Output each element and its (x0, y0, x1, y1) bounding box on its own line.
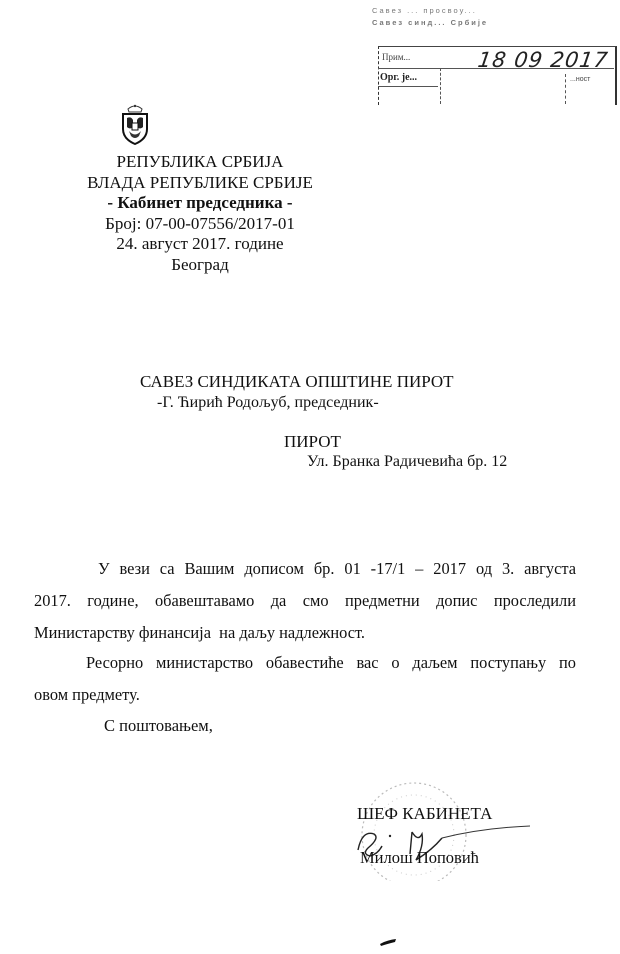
paragraph-line (34, 553, 576, 585)
office-name: - Кабинет председника - (107, 193, 293, 212)
signatory-name: Милош Поповић (360, 848, 479, 867)
recipient-organization: САВЕЗ СИНДИКАТА ОПШТИНЕ ПИРОТ (140, 372, 454, 391)
closing-salutation: С поштовањем, (104, 716, 213, 735)
paragraph-text: Министарству финансија на даљу надлежност. (34, 623, 365, 642)
stamp-divider (565, 74, 566, 104)
stamp-line-1: Савез ... просвоу... (372, 6, 477, 15)
coat-of-arms-icon (120, 103, 150, 145)
stamp-received-label: Прим... (382, 52, 411, 62)
government-name: ВЛАДА РЕПУБЛИКЕ СРБИЈЕ (87, 172, 313, 192)
stamp-line-2: Савез синд... Србије (372, 18, 489, 27)
stamp-divider (440, 68, 441, 104)
paragraph-text: Ресорно министарство обавестиће вас о даљем поступању по (86, 653, 576, 672)
sender-header (80, 152, 320, 275)
recipient-city: ПИРОТ (284, 432, 341, 451)
document-date: 24. август 2017. године (116, 234, 284, 253)
reference-number: Број: 07-00-07556/2017-01 (105, 213, 295, 233)
recipient-person: -Г. Ћирић Родољуб, председник- (157, 394, 379, 411)
body-paragraph-2 (34, 647, 576, 711)
recipient-street: Ул. Бранка Радичевића бр. 12 (307, 453, 508, 470)
stamp-divider (378, 86, 438, 87)
paragraph-text: 2017. године, обавештавамо да смо предметни допис проследили (34, 591, 576, 610)
ink-mark-icon (379, 938, 397, 946)
signatory-title: ШЕФ КАБИНЕТА (357, 804, 493, 823)
stamp-org-unit-label: Орг. је... (380, 72, 418, 83)
body-paragraph-1 (34, 553, 576, 649)
republic-name: РЕПУБЛИКА СРБИЈА (116, 152, 284, 171)
stamp-corner-text: ...ност (570, 76, 591, 83)
stamp-received-date: 18 09 2017 (476, 48, 610, 72)
receipt-stamp (370, 4, 614, 104)
paragraph-line (34, 647, 576, 679)
paragraph-text: У вези са Вашим дописом бр. 01 -17/1 – 2017 од 3. августа (98, 559, 576, 578)
document-place: Београд (171, 254, 229, 274)
paragraph-text: овом предмету. (34, 685, 140, 704)
